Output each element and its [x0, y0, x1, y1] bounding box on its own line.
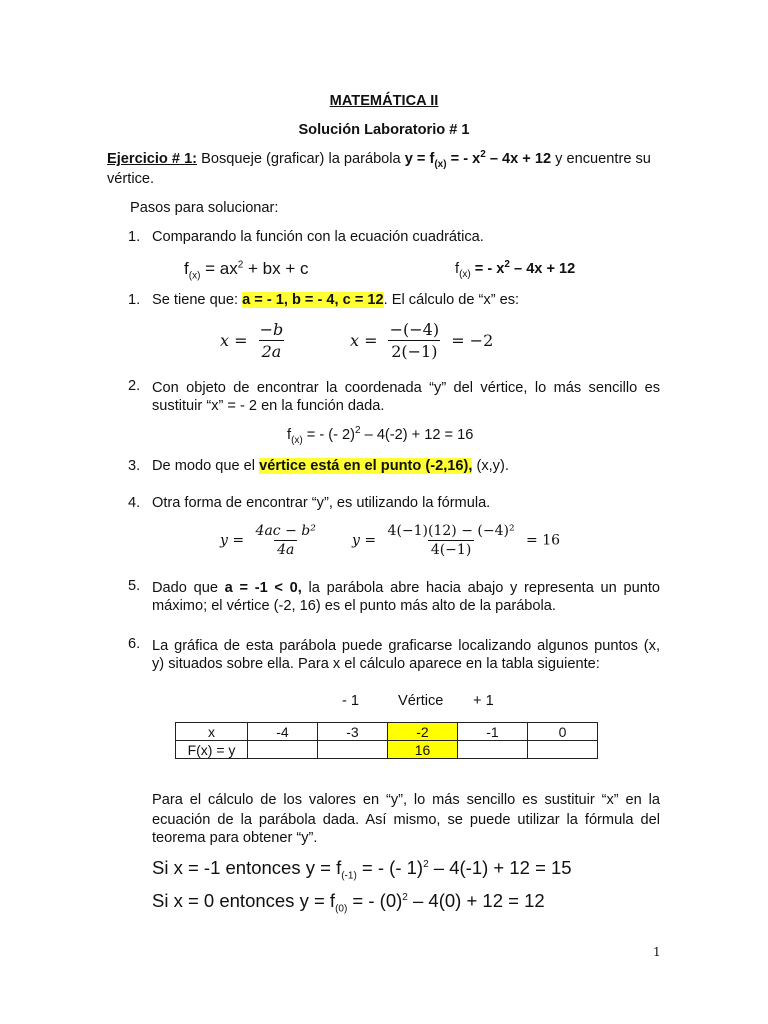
step1b-number: 1.: [128, 292, 141, 308]
table-cell: F(x) = y: [176, 741, 248, 759]
vertex-y-formula: y = $\frac{\text{4ac − b²}}{4a}$: [220, 523, 316, 558]
step6-line2: y) situados sobre ella. Para x el cálculo aparece en la tabla siguiente:: [152, 656, 600, 672]
table-cell: x: [176, 723, 248, 741]
after-line2: ecuación de la parábola dada. Así mismo, se puede utilizar la fórmula del: [152, 812, 660, 828]
exercise-label: Ejercicio # 1:: [107, 151, 198, 167]
after-line3: teorema para obtener “y”.: [152, 830, 318, 846]
vertex-highlight: vértice está en el punto (-2,16),: [259, 458, 473, 474]
after-line1: Para el cálculo de los valores en “y”, lo más sencillo es sustituir “x” en la: [152, 792, 660, 808]
step3-number: 3.: [128, 458, 141, 474]
values-table: [175, 722, 598, 759]
table-cell: [528, 741, 598, 759]
vertex-x-formula: x = $\frac{-b}{2a}$: [220, 320, 284, 361]
exercise-func: $y = f_{(x)}$ = - $x^2 - 4x + 12$: [404, 149, 552, 170]
table-caption-minus: - 1: [342, 693, 360, 709]
general-quadratic: $f_{(x)} = ax^2$ + bx + c: [184, 259, 309, 282]
table-cell: [318, 741, 388, 759]
step2-equation: $f_{(x)}$ = - (- 2)$^2$ – 4(-2) + 12 = 16: [287, 425, 474, 446]
table-cell: -3: [318, 723, 388, 741]
step5-line2: máximo; el vértice (-2, 16) es el punto más alto de la parábola.: [152, 598, 556, 614]
step2-line2: sustituir “x” = - 2 en la función dada.: [152, 398, 385, 414]
step1b-text: Se tiene que: a = - 1, b = - 4, c = 12. El cálculo de “x” es:: [152, 292, 520, 308]
step5-line1: Dado que a = -1 < 0, la parábola abre hacia abajo y representa un punto: [152, 580, 660, 596]
step4-text: Otra forma de encontrar “y”, es utilizando la fórmula.: [152, 495, 491, 511]
vertex-y-calc: y = $\frac{\text{4(−1)(12) − (−4)²}}{4(-1)}$ = 16: [352, 523, 561, 558]
step1-number: 1.: [128, 229, 141, 245]
step2-number: 2.: [128, 378, 141, 394]
table-cell: [248, 741, 318, 759]
step3-text: De modo que el vértice está en el punto (-2,16), (x,y).: [152, 458, 509, 474]
coefficients-highlight: a = - 1, b = - 4, c = 12: [242, 292, 384, 308]
steps-intro: Pasos para solucionar:: [130, 200, 279, 216]
step4-number: 4.: [128, 495, 141, 511]
table-row: [176, 741, 598, 759]
table-caption-vertex: Vértice: [398, 693, 444, 709]
specific-function: $f_{(x)}$ = - $x^2 - 4x + 12$: [455, 259, 576, 280]
exercise-text-c: vértice.: [107, 171, 155, 187]
table-caption-plus: + 1: [473, 693, 494, 709]
page-number: 1: [653, 945, 661, 959]
table-cell: -4: [248, 723, 318, 741]
step5-number: 5.: [128, 578, 141, 594]
step2-line1: Con objeto de encontrar la coordenada “y” del vértice, lo más sencillo es: [152, 380, 660, 396]
document-title: MATEMÁTICA II: [329, 93, 439, 109]
step1-text: Comparando la función con la ecuación cuadrática.: [152, 229, 484, 245]
table-cell-vertex: -2: [388, 723, 458, 741]
table-cell: -1: [458, 723, 528, 741]
step6-line1: La gráfica de esta parábola puede graficarse localizando algunos puntos (x,: [152, 638, 660, 654]
exercise-statement: [107, 149, 651, 170]
example-minus-one: Si x = -1 entonces $y = f_{(-1)}$ = - (- 1)$^2$ – 4(-1) + 12 = 15: [152, 857, 572, 882]
vertex-x-calc: x = $\frac{-(-4)}{2(-1)}$ = −2: [350, 320, 494, 361]
exercise-text-b: y encuentre su: [551, 151, 651, 167]
table-cell: [458, 741, 528, 759]
table-row: [176, 723, 598, 741]
table-cell: 0: [528, 723, 598, 741]
exercise-text-a: Bosqueje (graficar) la parábola: [197, 151, 405, 167]
table-cell-vertex: 16: [388, 741, 458, 759]
example-zero: Si x = 0 entonces $y = f_{(0)}$ = - $(0)^2 - 4(0) + 12 = 12$: [152, 890, 545, 915]
step6-number: 6.: [128, 636, 141, 652]
document-subtitle: Solución Laboratorio # 1: [298, 122, 470, 138]
